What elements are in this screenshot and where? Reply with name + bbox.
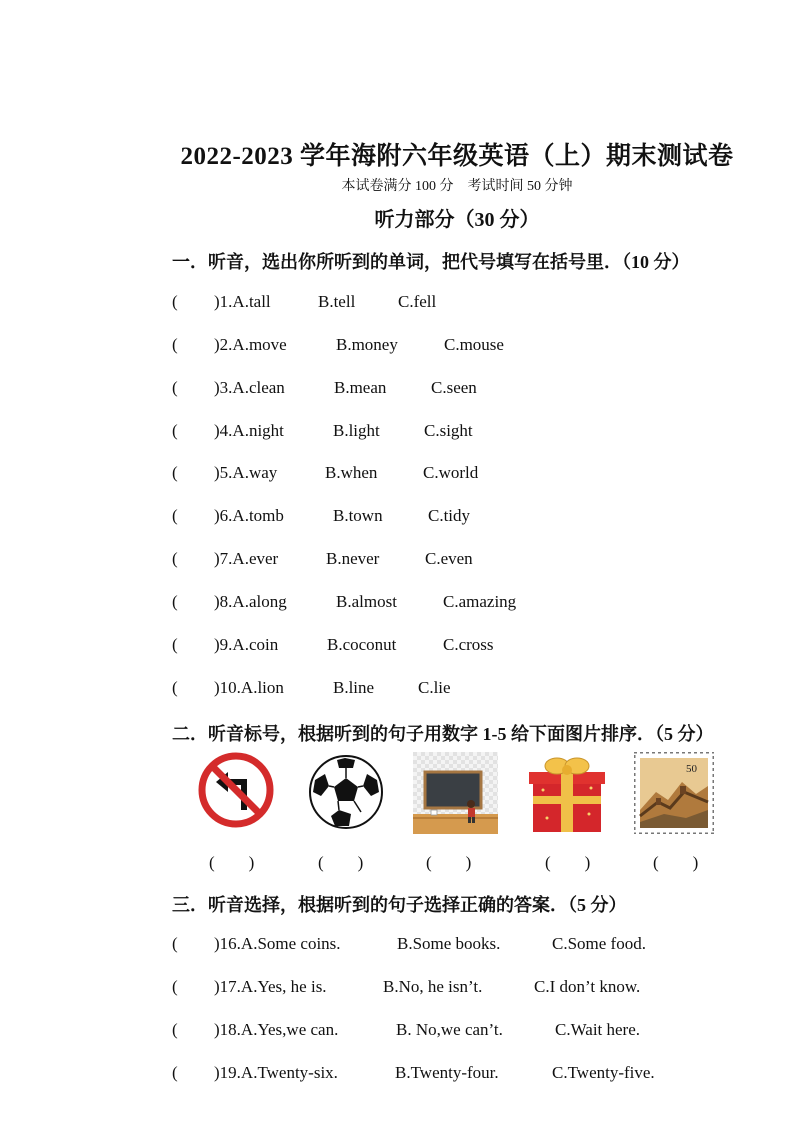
answer-paren: ( (172, 292, 178, 311)
option-c: C.sight (424, 421, 473, 440)
answer-blank[interactable]: ( ) (545, 853, 591, 872)
section1-heading: 一．听音，选出你所听到的单词，把代号填写在括号里．（10 分） (172, 252, 690, 272)
option-c: C.Twenty-five. (552, 1063, 655, 1082)
answer-paren: ( (172, 1020, 178, 1039)
answer-paren: ( (172, 378, 178, 397)
option-a: )16.A.Some coins. (214, 934, 341, 953)
answer-blank[interactable]: ( ) (653, 853, 699, 872)
option-c: C.world (423, 463, 479, 482)
option-c: C.mouse (444, 335, 504, 354)
option-b: B.money (336, 335, 398, 354)
option-c: C.amazing (443, 592, 517, 611)
option-b: B.No, he isn’t. (383, 977, 483, 996)
answer-paren: ( (172, 463, 178, 482)
answer-blank[interactable]: ( ) (426, 853, 472, 872)
option-b: B.almost (336, 592, 397, 611)
option-b: B.mean (334, 378, 387, 397)
part-title: 听力部分（30 分） (374, 209, 540, 231)
page-title: 2022-2023 学年海附六年级英语（上）期末测试卷 (180, 143, 734, 170)
option-b: B.town (333, 506, 383, 525)
blackboard-classroom-icon (413, 752, 498, 839)
option-b: B. No,we can’t. (396, 1020, 503, 1039)
answer-paren: ( (172, 506, 178, 525)
option-a: )4.A.night (214, 421, 284, 440)
option-b: B.when (325, 463, 378, 482)
soccer-ball-icon (307, 752, 385, 837)
option-c: C.fell (398, 292, 437, 311)
answer-paren: ( (172, 977, 178, 996)
answer-paren: ( (172, 592, 178, 611)
option-b: B.never (326, 549, 380, 568)
page-subtitle: 本试卷满分 100 分 考试时间 50 分钟 (341, 179, 573, 194)
answer-paren: ( (172, 678, 178, 697)
answer-paren: ( (172, 549, 178, 568)
answer-paren: ( (172, 335, 178, 354)
option-b: B.line (333, 678, 375, 697)
option-c: C.seen (431, 378, 477, 397)
answer-blank[interactable]: ( ) (209, 853, 255, 872)
section2-heading: 二．听音标号，根据听到的句子用数字 1-5 给下面图片排序．（5 分） (172, 724, 714, 744)
option-b: B.light (333, 421, 380, 440)
option-b: B.tell (318, 292, 356, 311)
answer-paren: ( (172, 635, 178, 654)
option-a: )9.A.coin (214, 635, 279, 654)
no-left-turn-sign-icon (198, 752, 274, 833)
option-a: )2.A.move (214, 335, 287, 354)
option-c: C.I don’t know. (534, 977, 641, 996)
answer-paren: ( (172, 934, 178, 953)
option-b: B.Twenty-four. (395, 1063, 499, 1082)
option-a: )17.A.Yes, he is. (214, 977, 327, 996)
stamp-value: 50 (686, 763, 697, 775)
answer-paren: ( (172, 421, 178, 440)
option-c: C.Wait here. (555, 1020, 641, 1039)
option-a: )6.A.tomb (214, 506, 284, 525)
answer-paren: ( (172, 1063, 178, 1082)
option-a: )3.A.clean (214, 378, 285, 397)
option-c: C.Some food. (552, 934, 646, 953)
option-c: C.cross (443, 635, 494, 654)
answer-blank[interactable]: ( ) (318, 853, 364, 872)
option-a: )5.A.way (214, 463, 278, 482)
option-a: )19.A.Twenty-six. (214, 1063, 338, 1082)
option-c: C.tidy (428, 506, 471, 525)
option-a: )8.A.along (214, 592, 287, 611)
option-c: C.even (425, 549, 473, 568)
option-b: B.coconut (327, 635, 397, 654)
option-a: )18.A.Yes,we can. (214, 1020, 339, 1039)
option-a: )10.A.lion (214, 678, 284, 697)
option-a: )7.A.ever (214, 549, 279, 568)
gift-box-icon (527, 752, 607, 839)
option-c: C.lie (418, 678, 451, 697)
stamp-great-wall-icon (634, 752, 714, 839)
option-a: )1.A.tall (214, 292, 271, 311)
option-b: B.Some books. (397, 934, 501, 953)
section3-heading: 三．听音选择，根据听到的句子选择正确的答案．（5 分） (172, 895, 627, 915)
